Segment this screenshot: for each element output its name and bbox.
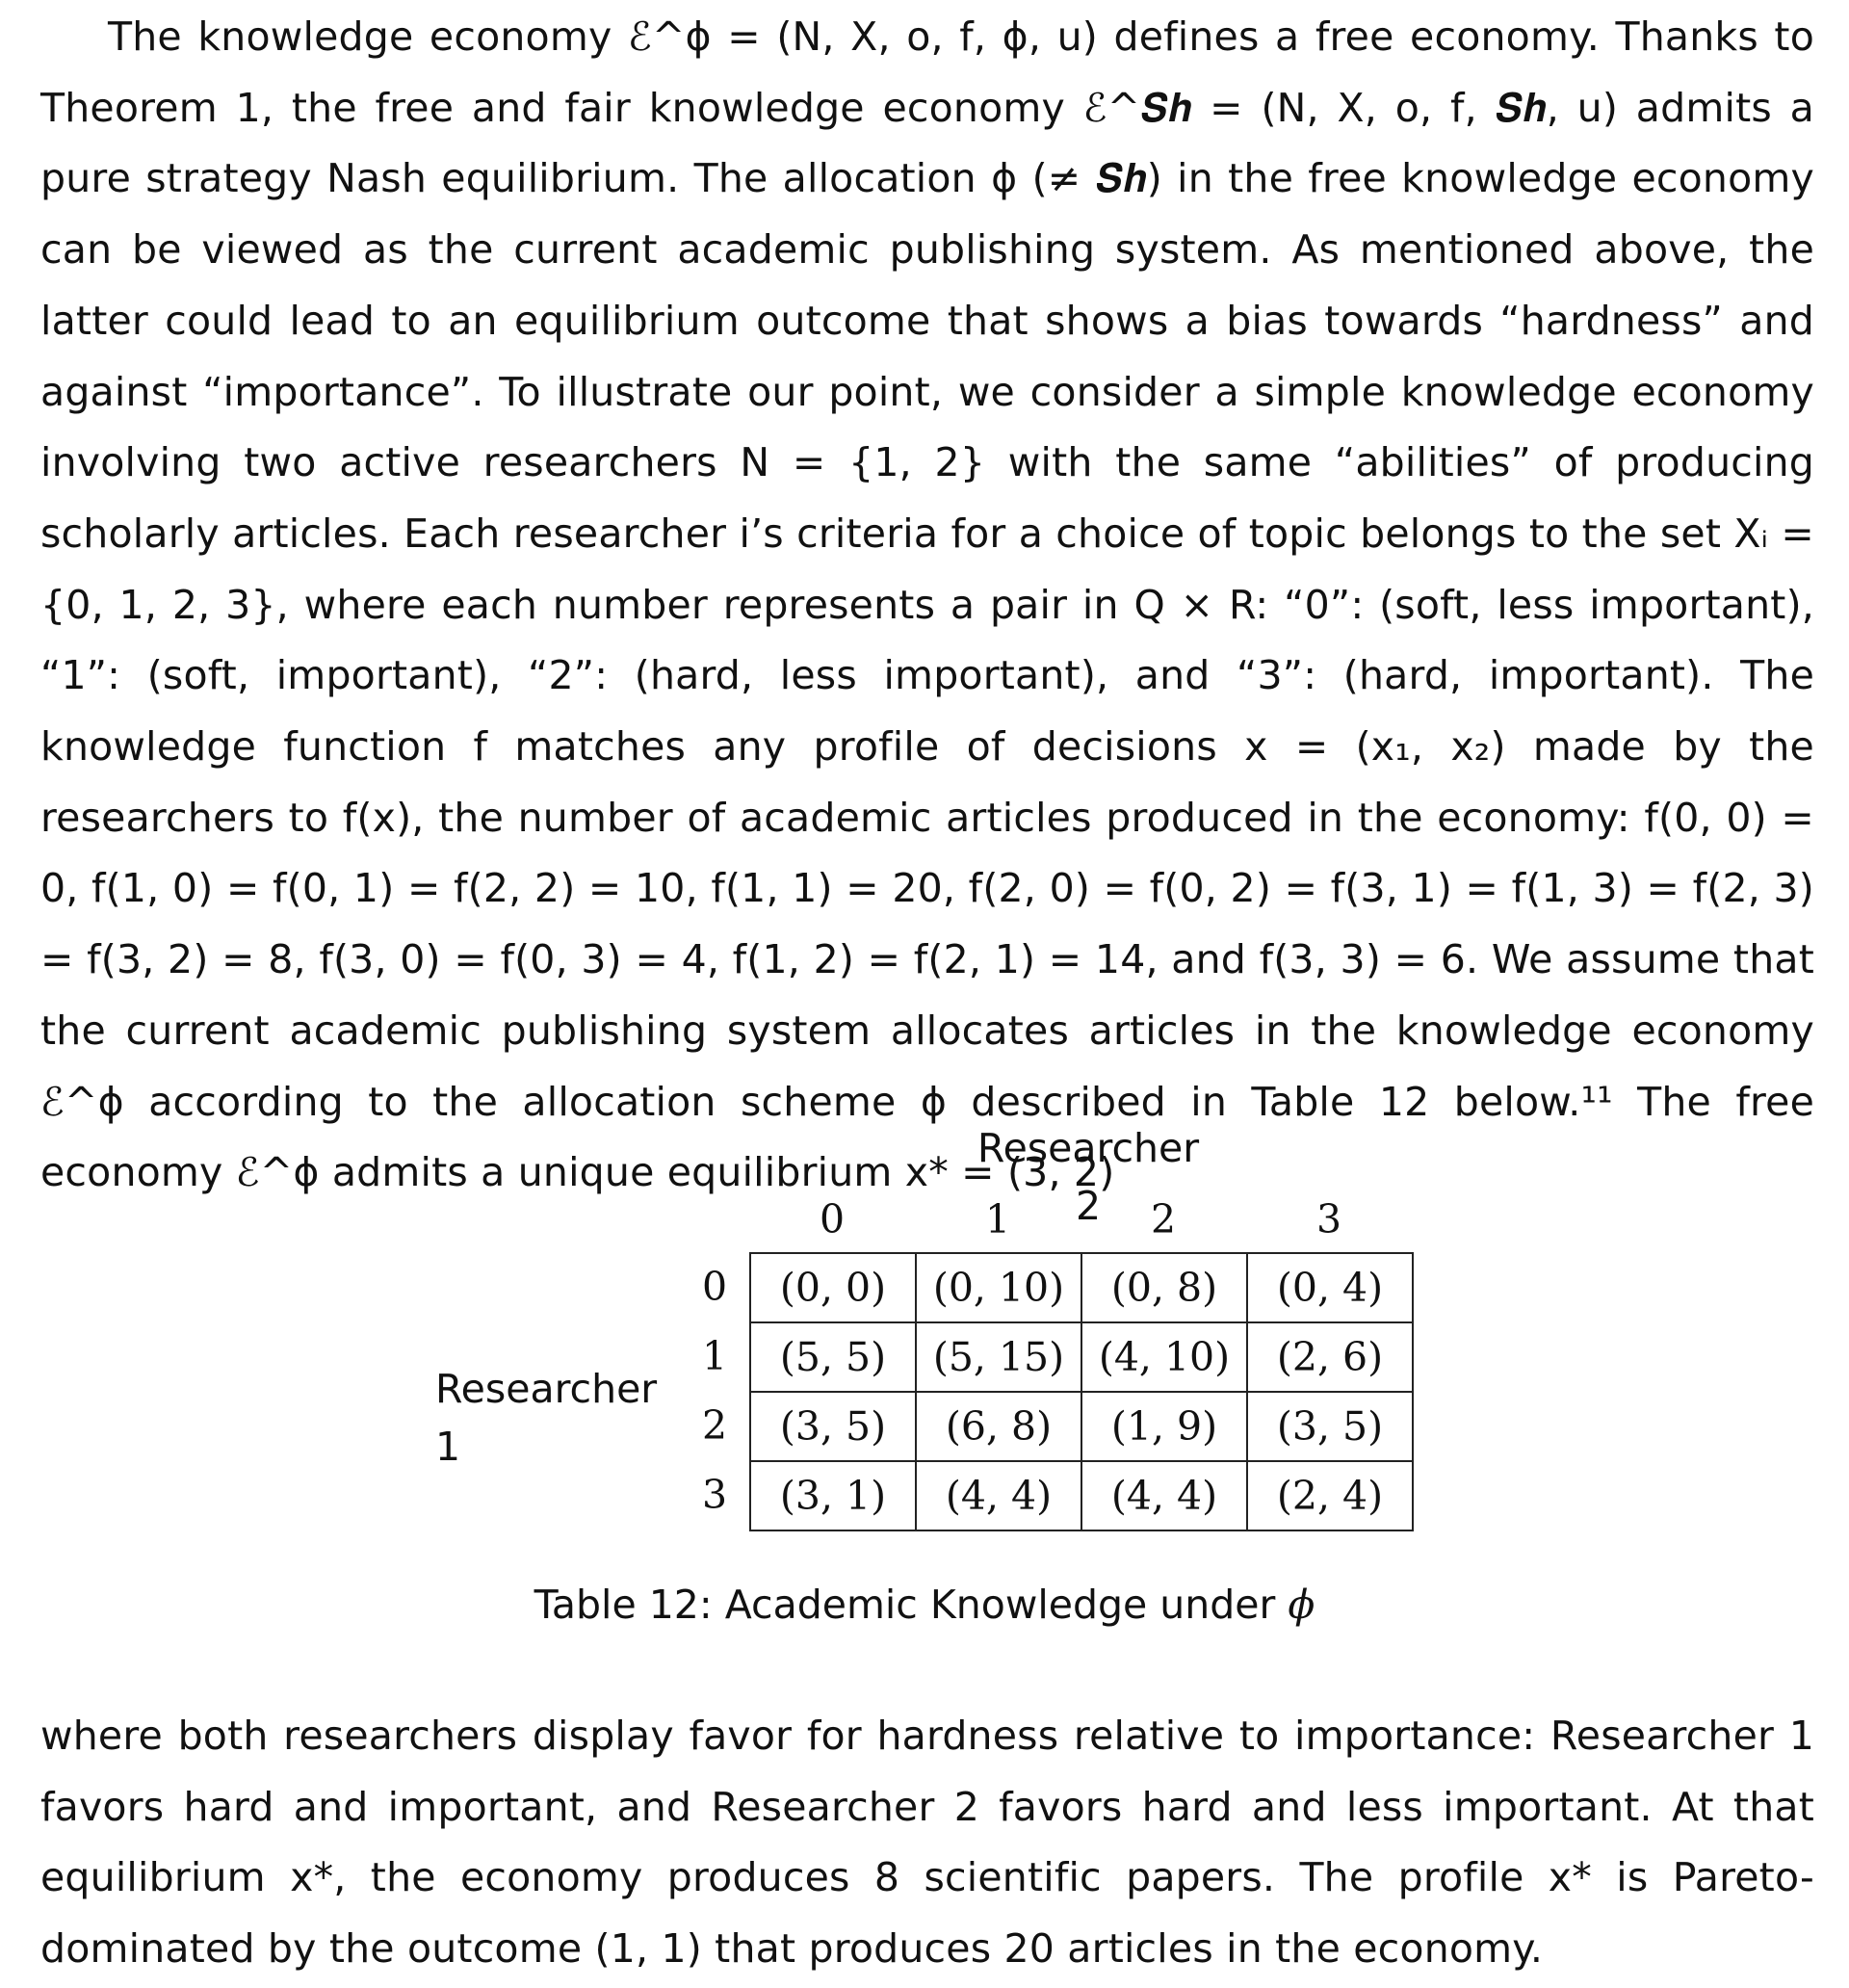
column-header: 2 [1150, 1196, 1177, 1242]
column-header: 0 [819, 1196, 846, 1242]
table-cell: (0, 10) [916, 1253, 1081, 1322]
table-caption [347, 1576, 1502, 1634]
table-cell: (6, 8) [916, 1392, 1081, 1461]
table-cell: (3, 5) [1247, 1392, 1413, 1461]
row-header: 1 [701, 1333, 728, 1379]
row-player-label: Researcher 1 [435, 1366, 658, 1470]
column-headers [749, 1190, 1412, 1248]
caption-symbol: ϕ [1288, 1582, 1315, 1628]
table-cell: (3, 5) [750, 1392, 916, 1461]
table-row [750, 1253, 1413, 1322]
table-row [750, 1461, 1413, 1530]
column-header: 3 [1315, 1196, 1342, 1242]
table-cell: (0, 4) [1247, 1253, 1413, 1322]
column-player-label: Researcher 2 [977, 1125, 1200, 1229]
table-cell: (5, 15) [916, 1322, 1081, 1392]
body-paragraph-1: The knowledge economy ℰ^ϕ = (N, X, o, f, ϕ, u) defines a free economy. Thanks to Theorem 1, the free and fair knowledge economy ℰ^𝑺𝒉 = (N, X, o, f, 𝑺𝒉, u) admits a pure strategy Nash equilibrium. The allocation ϕ (≠ 𝑺𝒉) in the free knowledge economy can be viewed as the current academic publishing system. As mentioned above, the latter could lead to an equilibrium outcome that shows a bias towards “hardness” and against “importance”. To illustrate our point, we consider a simple knowledge economy involving two active researchers N = {1, 2} with the same “abilities” of producing scholarly articles. Each researcher i’s criteria for a choice of topic belongs to the set Xᵢ = {0, 1, 2, 3}, where each number represents a pair in Q × R: “0”: (soft, less important), “1”: (soft, important), “2”: (hard, less important), and “3”: (hard, important). The knowledge function f matches any profile of decisions x = (x₁, x₂) made by the researchers to f(x), the number of academic articles produced in the economy: f(0, 0) = 0, f(1, 0) = f(0, 1) = f(2, 2) = 10, f(1, 1) = 20, f(2, 0) = f(0, 2) = f(3, 1) = f(1, 3) = f(2, 3) = f(3, 2) = 8, f(3, 0) = f(0, 3) = 4, f(1, 2) = f(2, 1) = 14, and f(3, 3) = 6. We assume that the current academic publishing system allocates articles in the knowledge economy ℰ^ϕ according to the allocation scheme ϕ described in Table 12 below.¹¹ The free economy ℰ^ϕ admits a unique equilibrium x* = (3, 2) [40, 13, 1814, 1196]
table-cell: (4, 4) [1081, 1461, 1247, 1530]
row-header: 3 [701, 1472, 728, 1518]
row-headers [695, 1252, 734, 1530]
table-cell: (1, 9) [1081, 1392, 1247, 1461]
caption-text: Table 12: Academic Knowledge under [534, 1582, 1276, 1628]
table-cell: (2, 4) [1247, 1461, 1413, 1530]
table-cell: (5, 5) [750, 1322, 916, 1392]
table-cell: (0, 0) [750, 1253, 916, 1322]
row-header: 0 [701, 1264, 728, 1310]
row-header: 2 [701, 1402, 728, 1449]
table-cell: (4, 4) [916, 1461, 1081, 1530]
table-cell: (2, 6) [1247, 1322, 1413, 1392]
body-paragraph-2: where both researchers display favor for hardness relative to importance: Researcher 1 favors hard and important, and Researcher 2 favors hard and less important. At that equilibrium x*, the economy produces 8 scientific papers. The profile x* is Pareto-dominated by the outcome (1, 1) that produces 20 articles in the economy. [40, 1713, 1814, 1973]
table-row [750, 1392, 1413, 1461]
table-cell: (3, 1) [750, 1461, 916, 1530]
table-row [750, 1322, 1413, 1392]
column-header: 1 [984, 1196, 1011, 1242]
table-cell: (4, 10) [1081, 1322, 1247, 1392]
table-cell: (0, 8) [1081, 1253, 1247, 1322]
payoff-table [749, 1252, 1414, 1531]
